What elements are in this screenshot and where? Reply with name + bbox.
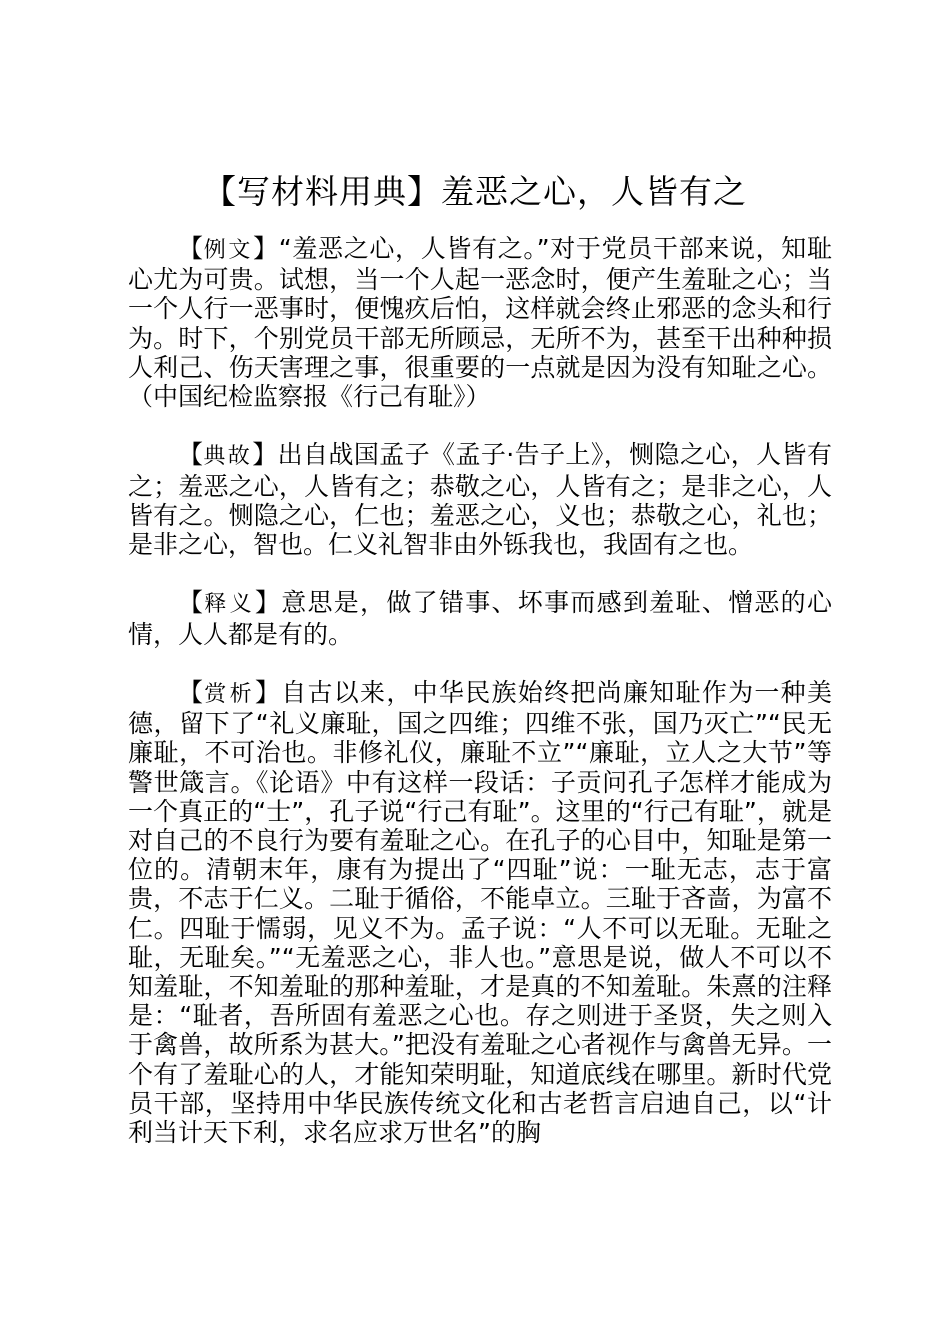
- section-text-appreciation: 自古以来，中华民族始终把尚廉知耻作为一种美德，留下了“礼义廉耻，国之四维；四维不张，国乃灭亡”“民无廉耻，不可治也。非修礼仪，廉耻不立”“廉耻，立人之大节”等警世箴言。《论语》中有这样一段话：子贡问孔子怎样才能成为一个真正的“士”，孔子说“行己有耻”。这里的“行己有耻”，就是对自己的不良行为要有羞耻之心。在孔子的心目中，知耻是第一位的。清朝末年，康有为提出了“四耻”说：一耻无志，志于富贵，不志于仁义。二耻于循俗，不能卓立。三耻于吝啬，为富不仁。四耻于懦弱，见义不为。孟子说：“人不可以无耻。无耻之耻，无耻矣。”“无羞恶之心，非人也。”意思是说，做人不可以不知羞耻，不知羞耻的那种羞耻，才是真的不知羞耻。朱熹的注释是：“耻者，吾所固有羞恶之心也。存之则进于圣贤，失之则入于禽兽，故所系为甚大。”把没有羞耻之心者视作与禽兽无异。一个有了羞耻心的人，才能知荣明耻，知道底线在哪里。新时代党员干部，坚持用中华民族传统文化和古老哲言启迪自己，以“计利当计天下利，求名应求万世名”的胸: [128, 678, 832, 1148]
- section-text-example: “羞恶之心，人皆有之。”对于党员干部来说，知耻心尤为可贵。试想，当一个人起一恶念时，便产生羞耻之心；当一个人行一恶事时，便愧疚后怕，这样就会终止邪恶的念头和行为。时下，个别党员干部无所顾忌，无所不为，甚至干出种种损人利己、伤天害理之事，很重要的一点就是因为没有知耻之心。（中国纪检监察报《行己有耻》）: [128, 234, 832, 412]
- document-title: 【写材料用典】羞恶之心，人皆有之: [203, 172, 747, 211]
- section-meaning: [128, 588, 832, 648]
- section-tag-allusion: 【典故】: [178, 440, 278, 470]
- section-example: [128, 234, 832, 411]
- section-text-allusion: 出自战国孟子《孟子·告子上》，恻隐之心，人皆有之；羞恶之心，人皆有之；恭敬之心，人皆有之；是非之心，人皆有之。恻隐之心，仁也；羞恶之心，义也；恭敬之心，礼也；是非之心，智也。仁义礼智非由外铄我也，我固有之也。: [128, 440, 832, 560]
- section-tag-appreciation: 【赏析】: [178, 678, 282, 707]
- section-text-meaning: 意思是，做了错事、坏事而感到羞耻、憎恶的心情，人人都是有的。: [128, 588, 832, 649]
- section-tag-example: 【例文】: [178, 234, 279, 263]
- document-body: [128, 234, 832, 1176]
- section-appreciation: [128, 678, 832, 1147]
- section-tag-meaning: 【释义】: [178, 588, 282, 618]
- section-allusion: [128, 440, 832, 559]
